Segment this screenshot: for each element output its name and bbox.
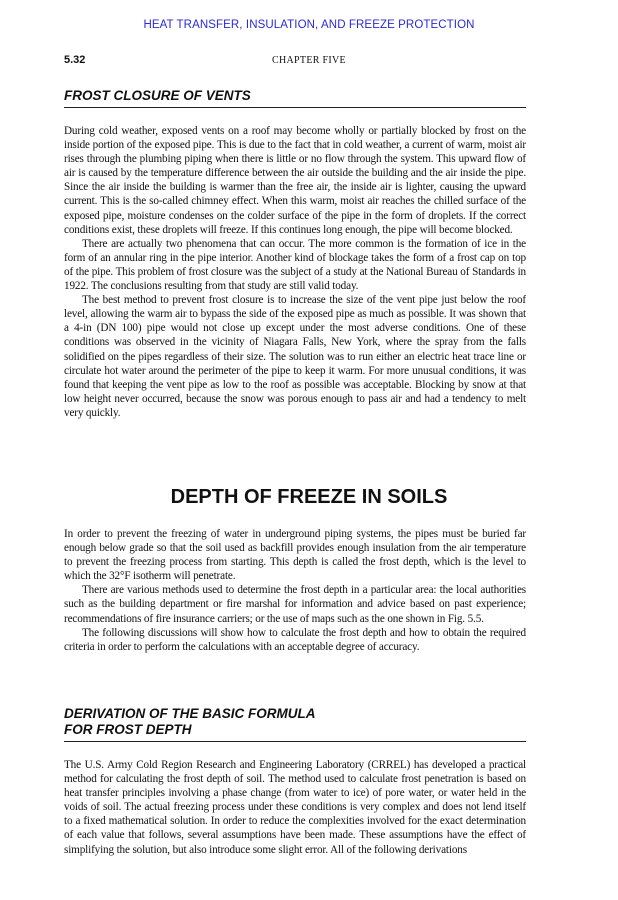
depth-of-freeze-body [64, 527, 526, 654]
running-head: HEAT TRANSFER, INSULATION, AND FREEZE PROTECTION [143, 19, 475, 31]
paragraph: During cold weather, exposed vents on a roof may become wholly or partially blocked by frost on the inside portion of the exposed pipe. This is due to the fact that in cold weather, a current of warm, moist air rises through the plumbing piping when there is little or no flow through the system. This upward flow of air is caused by the temperature difference between the air outside the building and the air inside the pipe. Since the air inside the building is warmer than the free air, the inside air is lighter, causing the upward current. This is the so-called chimney effect. When this warm, moist air reaches the chilled surface of the exposed pipe, moisture condenses on the colder surface of the pipe in the form of droplets. If the correct conditions exist, these droplets will freeze. If this continues long enough, the pipe will become blocked. [64, 125, 526, 236]
chapter-label: CHAPTER FIVE [272, 55, 346, 66]
heading-line: FOR FROST DEPTH [64, 722, 192, 737]
major-heading-depth-of-freeze: DEPTH OF FREEZE IN SOILS [170, 486, 448, 508]
derivation-body [64, 758, 526, 857]
paragraph: There are actually two phenomena that can occur. The more common is the formation of ice in the form of an annular ring in the pipe interior. Another kind of blockage takes the form of a frost cap on top of the pipe. This problem of frost closure was the subject of a study at the National Bureau of Standards in 1922. The conclusions resulting from that study are still valid today. [64, 237, 526, 293]
paragraph: The best method to prevent frost closure is to increase the size of the vent pipe just below the roof level, allowing the warm air to bypass the side of the exposed pipe as much as possible. It was shown that a 4-in (DN 100) pipe would not close up except under the most adverse conditions. One of these conditions was observed in the vicinity of Niagara Falls, New York, where the spray from the falls solidified on the pipes regardless of their size. The solution was to run either an electric heat trace line or circulate hot water around the perimeter of the pipe to keep it warm. For more unusual conditions, it was found that keeping the vent pipe as low to the roof as possible was acceptable. Blocking by snow at that low height never occurred, because the snow was porous enough to pass air and had a tendency to melt very quickly. [64, 294, 526, 419]
paragraph: The U.S. Army Cold Region Research and Engineering Laboratory (CRREL) has developed a practical method for calculating the frost depth of soil. The method used to calculate frost penetration is based on heat transfer principles involving a phase change (from water to ice) of pore water, or water held in the voids of soil. The actual freezing process under these conditions is very complex and does not lend itself to a fixed mathematical solution. In order to reduce the complexities involved for the exact determination of each value that follows, several assumptions have been made. These assumptions have the effect of simplifying the solution, but also introduce some slight error. All of the following derivations [64, 759, 526, 856]
section-heading-derivation [64, 706, 526, 742]
paragraph: In order to prevent the freezing of water in underground piping systems, the pipes must be buried far enough below grade so that the soil used as backfill provides enough insulation from the air temperature to prevent the freezing process from starting. This depth is called the frost depth, which is the level to which the 32°F isotherm will penetrate. [64, 528, 526, 583]
section-heading-frost-closure: FROST CLOSURE OF VENTS [64, 88, 526, 108]
frost-closure-body [64, 124, 526, 420]
page-number: 5.32 [64, 54, 86, 66]
heading-line: DERIVATION OF THE BASIC FORMULA [64, 706, 316, 721]
paragraph: The following discussions will show how to calculate the frost depth and how to obtain the required criteria in order to perform the calculations with an acceptable degree of accuracy. [64, 626, 526, 653]
paragraph: There are various methods used to determine the frost depth in a particular area: the local authorities such as the building department or fire marshal for information and advice based on past experience; recommendations of fire insurance carriers; or the use of maps such as the one shown in Fig. 5.5. [64, 584, 526, 625]
